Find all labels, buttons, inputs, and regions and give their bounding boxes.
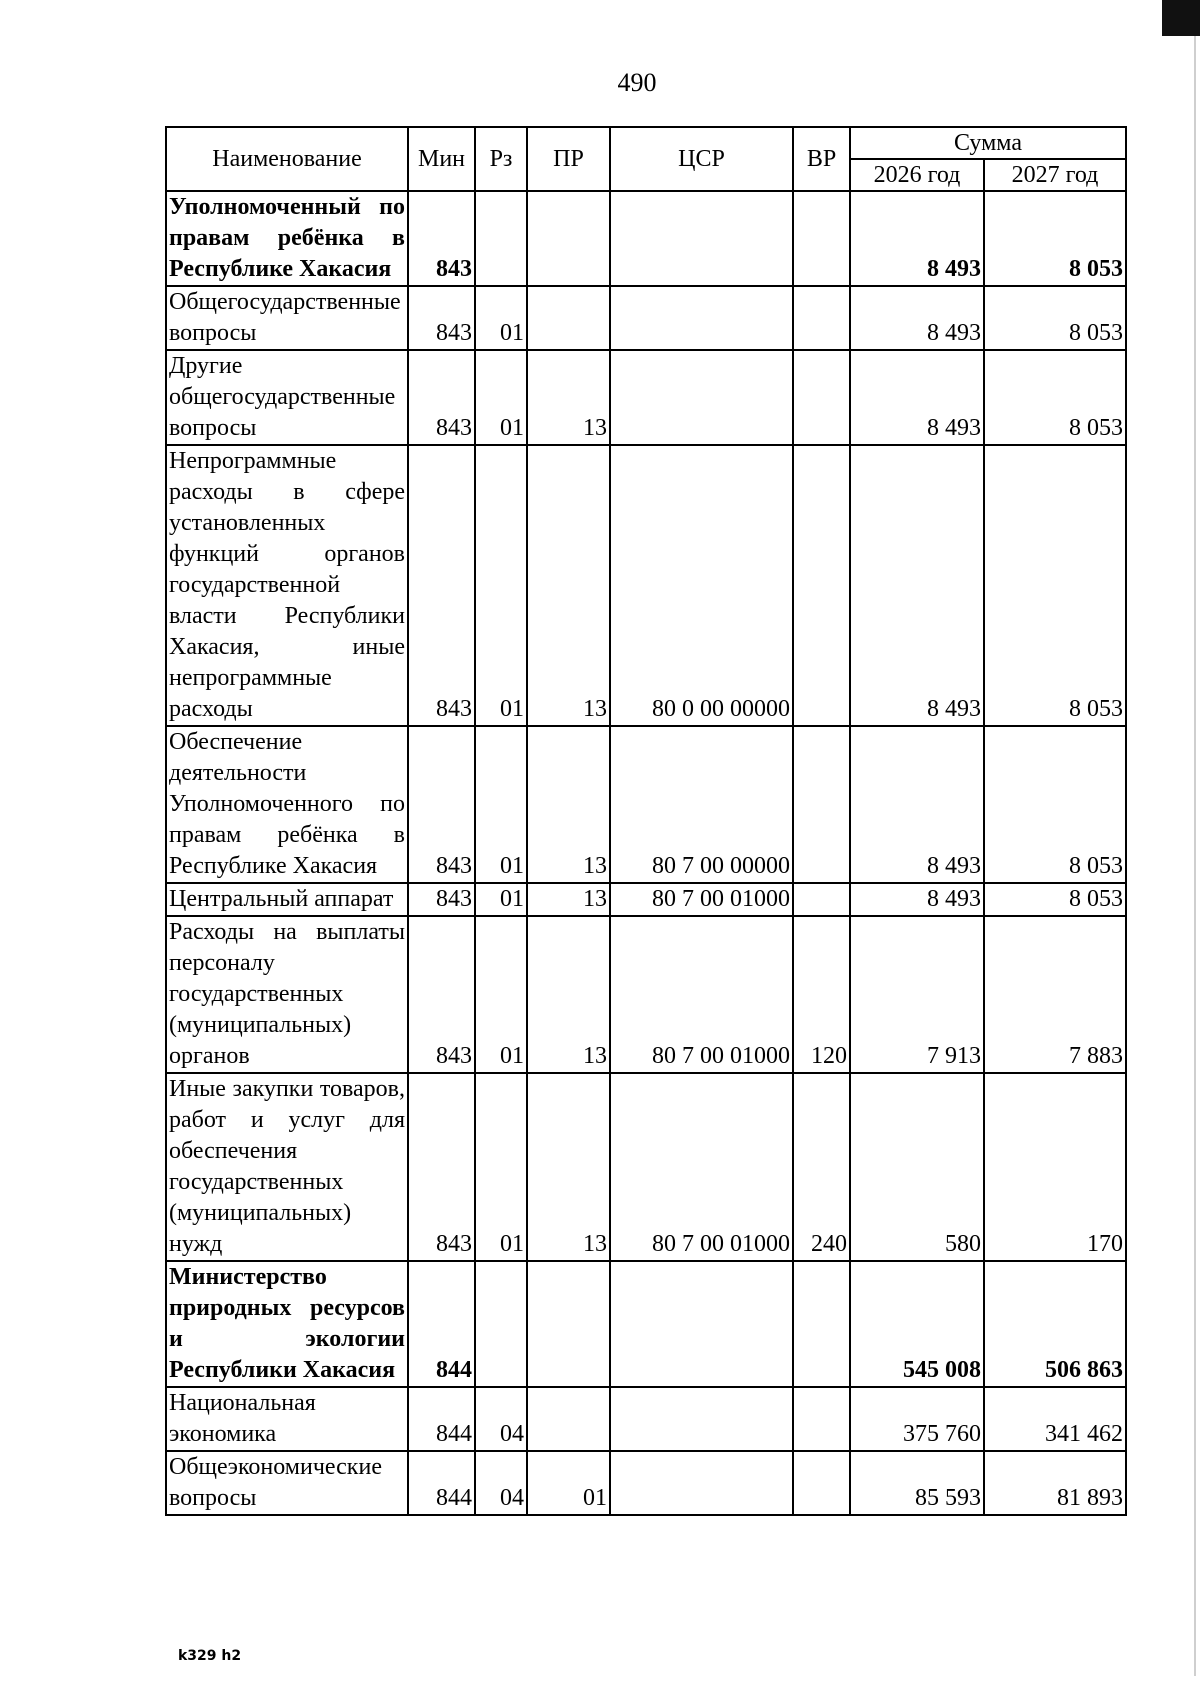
cell-min: 844 — [408, 1261, 475, 1387]
cell-pr: 13 — [527, 350, 610, 445]
cell-pr — [527, 1387, 610, 1451]
cell-name: Национальная экономика — [166, 1387, 408, 1451]
table-row — [166, 350, 1126, 445]
cell-2027: 8 053 — [984, 883, 1126, 916]
cell-pr — [527, 1261, 610, 1387]
cell-2026: 8 493 — [850, 445, 984, 726]
cell-rz: 01 — [475, 726, 527, 883]
cell-2027: 170 — [984, 1073, 1126, 1261]
page-number: 490 — [617, 68, 657, 97]
cell-min: 844 — [408, 1451, 475, 1515]
cell-pr — [527, 191, 610, 286]
cell-name: Иные закупки товаров, работ и услуг для обеспечения государственных (муниципальных) нужд — [166, 1073, 408, 1261]
cell-rz: 04 — [475, 1387, 527, 1451]
cell-2026: 545 008 — [850, 1261, 984, 1387]
cell-2027: 81 893 — [984, 1451, 1126, 1515]
cell-pr — [527, 286, 610, 350]
header-pr: ПР — [527, 127, 610, 191]
cell-vr — [793, 286, 850, 350]
cell-2027: 341 462 — [984, 1387, 1126, 1451]
cell-2026: 85 593 — [850, 1451, 984, 1515]
cell-vr — [793, 191, 850, 286]
cell-vr: 120 — [793, 916, 850, 1073]
cell-min: 843 — [408, 445, 475, 726]
cell-rz: 01 — [475, 350, 527, 445]
cell-pr: 01 — [527, 1451, 610, 1515]
cell-name: Уполномоченный по правам ребёнка в Республике Хакасия — [166, 191, 408, 286]
table-row — [166, 1261, 1126, 1387]
table-row — [166, 916, 1126, 1073]
cell-rz: 01 — [475, 1073, 527, 1261]
cell-csr: 80 7 00 01000 — [610, 883, 793, 916]
cell-rz — [475, 191, 527, 286]
cell-min: 843 — [408, 350, 475, 445]
cell-min: 843 — [408, 286, 475, 350]
cell-pr: 13 — [527, 1073, 610, 1261]
cell-pr: 13 — [527, 445, 610, 726]
cell-pr: 13 — [527, 726, 610, 883]
scan-edge-line — [1194, 36, 1196, 1676]
table-row — [166, 191, 1126, 286]
cell-2026: 8 493 — [850, 883, 984, 916]
header-sum: Сумма — [850, 127, 1126, 159]
cell-pr: 13 — [527, 916, 610, 1073]
budget-table — [165, 126, 1127, 1516]
cell-2026: 375 760 — [850, 1387, 984, 1451]
cell-rz: 04 — [475, 1451, 527, 1515]
cell-rz: 01 — [475, 883, 527, 916]
cell-2026: 7 913 — [850, 916, 984, 1073]
cell-2026: 580 — [850, 1073, 984, 1261]
cell-vr — [793, 1451, 850, 1515]
cell-csr — [610, 286, 793, 350]
cell-2027: 8 053 — [984, 726, 1126, 883]
cell-csr: 80 7 00 01000 — [610, 1073, 793, 1261]
cell-name: Обеспечение деятельности Уполномоченного по правам ребёнка в Республике Хакасия — [166, 726, 408, 883]
cell-vr — [793, 726, 850, 883]
cell-2027: 7 883 — [984, 916, 1126, 1073]
cell-2027: 8 053 — [984, 445, 1126, 726]
header-csr: ЦСР — [610, 127, 793, 191]
cell-2027: 8 053 — [984, 286, 1126, 350]
cell-csr — [610, 191, 793, 286]
table-row — [166, 726, 1126, 883]
footer-code: k329 h2 — [178, 1648, 242, 1664]
cell-vr — [793, 350, 850, 445]
cell-pr: 13 — [527, 883, 610, 916]
cell-2027: 8 053 — [984, 191, 1126, 286]
header-name: Наименование — [166, 127, 408, 191]
cell-csr — [610, 1261, 793, 1387]
header-year-2027: 2027 год — [984, 159, 1126, 191]
cell-csr: 80 7 00 00000 — [610, 726, 793, 883]
cell-name: Непрограммные расходы в сфере установленных функций органов государственной власти Республики Хакасия, иные непрограммные расходы — [166, 445, 408, 726]
cell-vr — [793, 445, 850, 726]
table-row — [166, 445, 1126, 726]
scan-edge-mark — [1162, 0, 1200, 36]
cell-2027: 8 053 — [984, 350, 1126, 445]
cell-2026: 8 493 — [850, 286, 984, 350]
cell-vr — [793, 883, 850, 916]
cell-rz — [475, 1261, 527, 1387]
cell-min: 843 — [408, 1073, 475, 1261]
table-row — [166, 1387, 1126, 1451]
cell-name: Расходы на выплаты персоналу государственных (муниципальных) органов — [166, 916, 408, 1073]
cell-2026: 8 493 — [850, 191, 984, 286]
cell-min: 843 — [408, 726, 475, 883]
cell-rz: 01 — [475, 445, 527, 726]
cell-2026: 8 493 — [850, 350, 984, 445]
cell-csr — [610, 1387, 793, 1451]
table-row — [166, 883, 1126, 916]
header-year-2026: 2026 год — [850, 159, 984, 191]
cell-vr — [793, 1387, 850, 1451]
cell-min: 843 — [408, 916, 475, 1073]
cell-name: Общеэкономические вопросы — [166, 1451, 408, 1515]
cell-min: 843 — [408, 883, 475, 916]
table-row — [166, 1073, 1126, 1261]
cell-csr: 80 0 00 00000 — [610, 445, 793, 726]
header-rz: Рз — [475, 127, 527, 191]
cell-rz: 01 — [475, 916, 527, 1073]
cell-2026: 8 493 — [850, 726, 984, 883]
header-min: Мин — [408, 127, 475, 191]
cell-vr — [793, 1261, 850, 1387]
cell-name: Общегосударственные вопросы — [166, 286, 408, 350]
table-header — [166, 127, 1126, 191]
cell-min: 843 — [408, 191, 475, 286]
cell-name: Центральный аппарат — [166, 883, 408, 916]
header-vr: ВР — [793, 127, 850, 191]
cell-2027: 506 863 — [984, 1261, 1126, 1387]
cell-name: Министерство природных ресурсов и экологии Республики Хакасия — [166, 1261, 408, 1387]
cell-name: Другие общегосударственные вопросы — [166, 350, 408, 445]
table-body — [166, 191, 1126, 1515]
cell-vr: 240 — [793, 1073, 850, 1261]
table-row — [166, 286, 1126, 350]
table-row — [166, 1451, 1126, 1515]
cell-csr — [610, 1451, 793, 1515]
cell-csr — [610, 350, 793, 445]
cell-csr: 80 7 00 01000 — [610, 916, 793, 1073]
cell-min: 844 — [408, 1387, 475, 1451]
cell-rz: 01 — [475, 286, 527, 350]
